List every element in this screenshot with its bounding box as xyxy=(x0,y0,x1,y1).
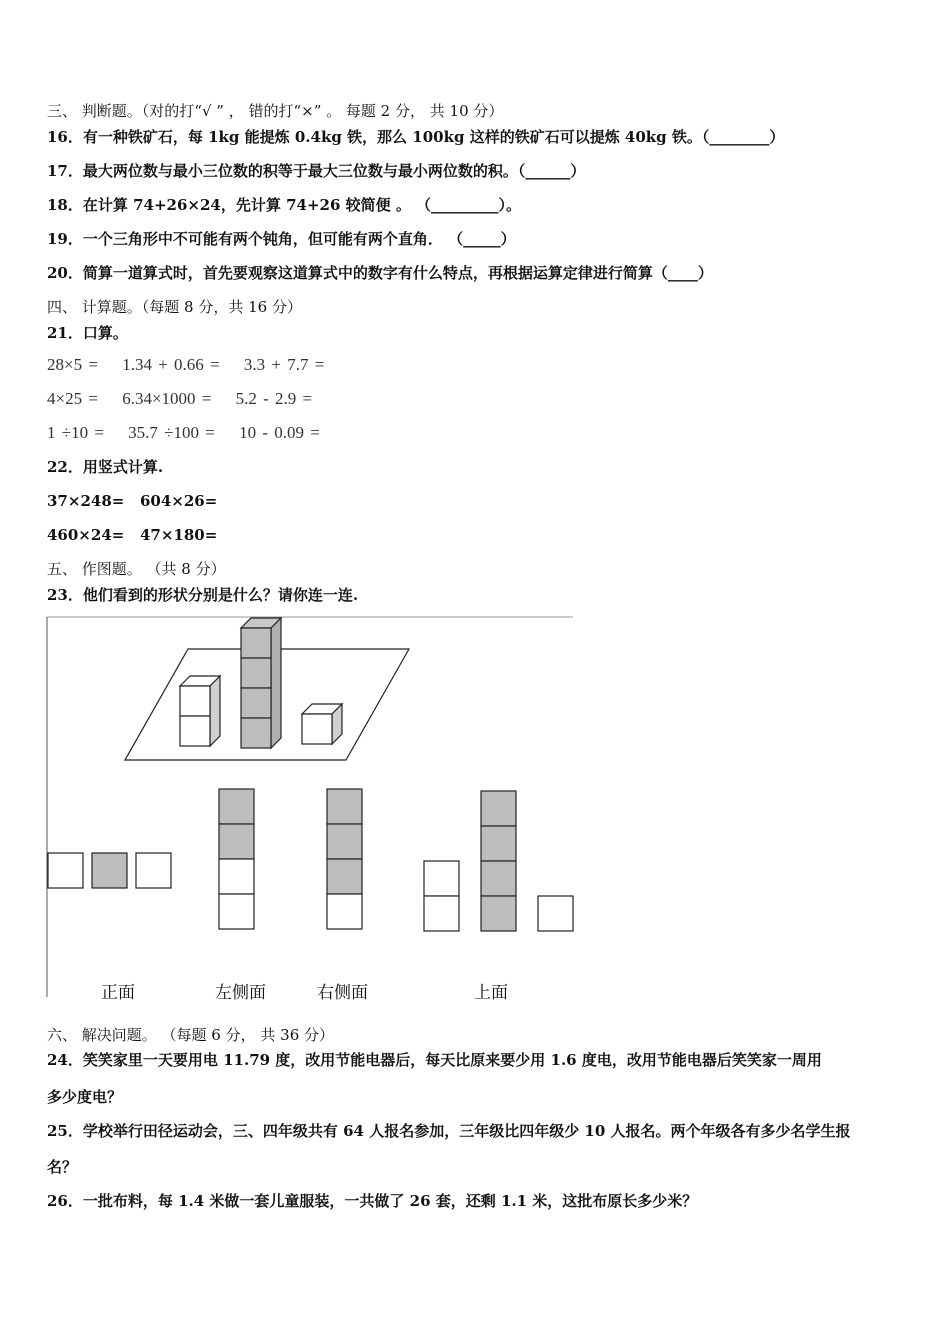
section5-heading: 五、 作图题。 （共 8 分） xyxy=(47,560,226,578)
question-26: 26．一批布料，每 1.4 米做一套儿童服装，一共做了 26 套，还剩 1.1 米，这批布原长多少米？ xyxy=(47,1192,698,1210)
caption-left-side: 左侧面 xyxy=(215,983,266,1003)
oral-item: 5.2 - 2.9 = xyxy=(235,389,313,408)
oral-item: 6.34×1000 = xyxy=(122,389,212,408)
question-19: 19．一个三角形中不可能有两个钝角，但可能有两个直角． （_____） xyxy=(47,230,516,248)
view-option-4 xyxy=(424,791,573,931)
question-22: 22．用竖式计算. xyxy=(47,458,164,476)
question-18: 18．在计算 74+26×24，先计算 74+26 较简便 。 （_________）。 xyxy=(47,196,522,214)
vertical-calc-row-1: 37×248= 604×26= xyxy=(47,492,218,510)
view-option-3 xyxy=(327,789,362,929)
view-option-1 xyxy=(48,853,171,888)
oral-item: 35.7 ÷100 = xyxy=(128,423,215,442)
question-24-line-1: 24．笑笑家里一天要用电 11.79 度，改用节能电器后，每天比原来要少用 1.6 度电，改用节能电器后笑笑家一周用 xyxy=(47,1051,822,1069)
question-25-line-1: 25．学校举行田径运动会，三、四年级共有 64 人报名参加，三年级比四年级少 10 人报名。两个年级各有多少名学生报 xyxy=(47,1122,851,1140)
oral-item: 10 - 0.09 = xyxy=(239,423,320,442)
vertical-calc-row-2: 460×24= 47×180= xyxy=(47,526,218,544)
cube-single xyxy=(302,704,342,744)
section3-heading: 三、 判断题。（对的打“√ ” ， 错的打“×” 。 每题 2 分， 共 10 分） xyxy=(47,102,504,120)
question-23: 23．他们看到的形状分别是什么？请你连一连. xyxy=(47,586,359,604)
caption-front: 正面 xyxy=(101,983,135,1003)
question-21: 21．口算。 xyxy=(47,324,128,342)
caption-right-side: 右侧面 xyxy=(317,983,368,1003)
section6-heading: 六、 解决问题。 （每题 6 分， 共 36 分） xyxy=(47,1026,335,1044)
caption-top: 上面 xyxy=(474,983,508,1003)
oral-item: 1.34 + 0.66 = xyxy=(122,355,220,374)
cube-stack-four xyxy=(241,618,281,748)
question-24-line-2: 多少度电？ xyxy=(47,1088,123,1106)
question-20: 20．简算一道算式时，首先要观察这道算式中的数字有什么特点，再根据运算定律进行简算（____） xyxy=(47,264,713,282)
question-25-line-2: 名？ xyxy=(47,1158,78,1176)
oral-item: 28×5 = xyxy=(47,355,98,374)
oral-item: 1 ÷10 = xyxy=(47,423,104,442)
question-17: 17．最大两位数与最小三位数的积等于最大三位数与最小两位数的积。（______） xyxy=(47,162,586,180)
oral-item: 4×25 = xyxy=(47,389,98,408)
oral-item: 3.3 + 7.7 = xyxy=(243,355,325,374)
question-16: 16．有一种铁矿石，每 1kg 能提炼 0.4kg 铁，那么 100kg 这样的铁矿石可以提炼 40kg 铁。（________） xyxy=(47,128,785,146)
view-option-2 xyxy=(219,789,254,929)
cube-stack-two xyxy=(180,676,220,746)
section4-heading: 四、 计算题。（每题 8 分，共 16 分） xyxy=(47,298,302,316)
